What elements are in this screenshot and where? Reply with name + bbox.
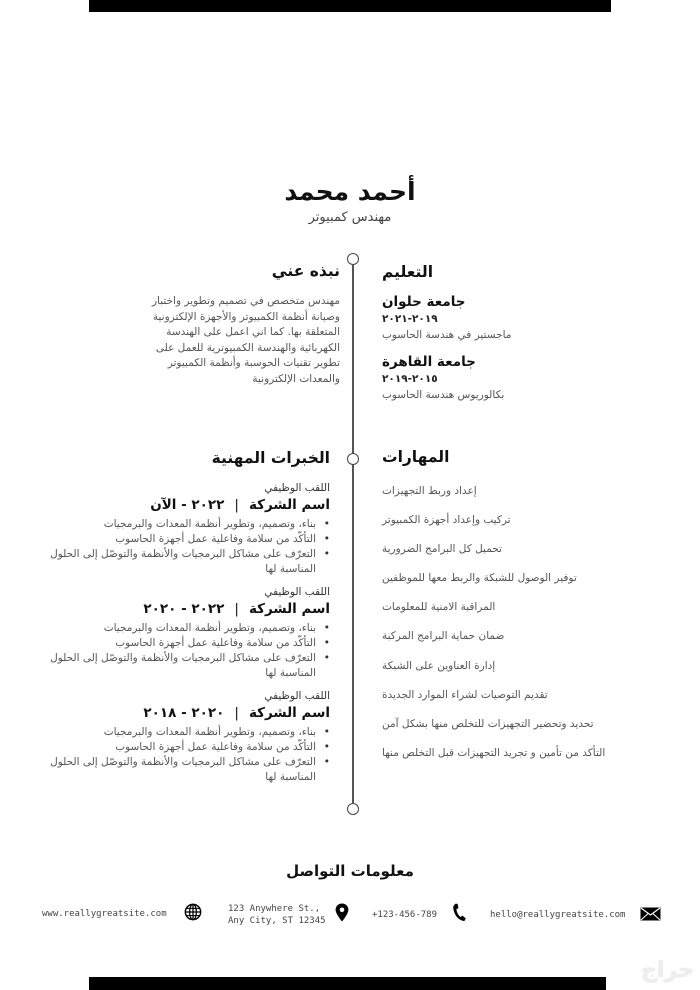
job-period: ٢٠٢٢ - الآن (150, 497, 225, 513)
company-name: اسم الشركة (248, 705, 330, 721)
envelope-icon (640, 907, 661, 921)
skill-item: المراقبة الامنية للمعلومات (382, 601, 496, 614)
job-entry (40, 481, 330, 577)
degree: بكالوريوس هندسة الحاسوب (382, 389, 505, 401)
bottom-decorative-bar (89, 977, 606, 990)
job-bullet: • بناء، وتصميم، وتطوير أنظمة المعدات والبرمجيات (40, 621, 330, 636)
contact-row (0, 900, 700, 930)
top-decorative-bar (89, 0, 611, 12)
timeline-line (352, 265, 354, 803)
address-line-2: Any City, ST 12345 (228, 916, 326, 926)
company-line (40, 600, 330, 619)
skill-item: تركيب وإعداد أجهزة الكمبيوتر (382, 514, 511, 527)
job-entry (40, 689, 330, 785)
education-item (382, 292, 622, 344)
job-entry (40, 585, 330, 681)
job-role: اللقب الوظيفي (264, 586, 330, 598)
resume-header (200, 176, 500, 225)
job-bullet: • التعرّف على مشاكل البرمجيات والأنظمة والتوصّل إلى الحلول المناسبة لها (40, 547, 330, 577)
skill-item: ضمان حماية البرامج المركبة (382, 630, 505, 643)
phone-icon (452, 903, 467, 922)
job-period: ٢٠٢٠ - ٢٠١٨ (143, 705, 225, 721)
map-pin-icon (335, 903, 349, 922)
email-link[interactable]: hello@reallygreatsite.com (490, 910, 626, 920)
about-section (140, 262, 340, 388)
job-bullet: • بناء، وتصميم، وتطوير أنظمة المعدات والبرمجيات (40, 517, 330, 532)
watermark: حراج (641, 958, 694, 983)
company-name: اسم الشركة (248, 497, 330, 513)
company-name: اسم الشركة (248, 601, 330, 617)
address-line-1: 123 Anywhere St., (228, 904, 321, 914)
university-name: جامعة حلوان (382, 294, 466, 310)
skill-item: تحميل كل البرامج الضرورية (382, 543, 502, 556)
skill-item: إدارة العناوين على الشبكة (382, 659, 496, 672)
skill-item: إعداد وربط التجهيزات (382, 485, 477, 497)
separator: | (234, 601, 239, 617)
skill-item: التأكد من تأمين و تجريد التجهيزات قبل التخلص منها (382, 746, 606, 759)
job-period: ٢٠٢٢ - ٢٠٢٠ (143, 601, 225, 617)
phone-number[interactable]: +123-456-789 (372, 910, 438, 920)
job-title: مهندس كمبيوتر (308, 210, 392, 225)
timeline-node-top (347, 253, 359, 265)
skill-item: توفير الوصول للشبكة والربط معها للموظفين (382, 572, 577, 585)
education-title: التعليم (382, 263, 434, 281)
about-text: مهندس متخصص في تصميم وتطوير واختبار وصيانة أنظمة الكمبيوتر والأجهزة الإلكترونية المتعلقة بها. كما اني اعمل على الهندسة الكهربائية والهندسة الكمبيوترية للعمل على تطوير تقنيات الحوسبة وأنظمة الكمبيوتر والمعدات الإلكترونية (151, 295, 340, 385)
person-name: أحمد محمد (284, 177, 416, 206)
experience-section (40, 449, 330, 793)
job-bullet: • التعرّف على مشاكل البرمجيات والأنظمة والتوصّل إلى الحلول المناسبة لها (40, 651, 330, 681)
timeline-node-middle (347, 453, 359, 465)
separator: | (234, 497, 239, 513)
skill-item: تحديد وتحضير التجهيزات للتخلص منها بشكل آمن (382, 717, 594, 730)
job-bullet: • بناء، وتصميم، وتطوير أنظمة المعدات والبرمجيات (40, 725, 330, 740)
university-name: جامعة القاهرة (382, 354, 476, 370)
website-link[interactable]: www.reallygreatsite.com (42, 909, 167, 919)
education-years: ٢٠١٥-٢٠١٩ (382, 373, 438, 385)
job-bullet: • التعرّف على مشاكل البرمجيات والأنظمة والتوصّل إلى الحلول المناسبة لها (40, 755, 330, 785)
job-role: اللقب الوظيفي (264, 482, 330, 494)
separator: | (234, 705, 239, 721)
education-item (382, 352, 622, 404)
job-bullets (40, 725, 330, 785)
skills-list (382, 484, 652, 775)
job-bullet: • التأكّد من سلامة وفاعلية عمل أجهزة الحاسوب (40, 740, 330, 755)
job-bullet: • التأكّد من سلامة وفاعلية عمل أجهزة الحاسوب (40, 636, 330, 651)
job-bullets (40, 517, 330, 577)
about-title: نبذه عني (271, 262, 340, 280)
job-role: اللقب الوظيفي (264, 690, 330, 702)
job-bullets (40, 621, 330, 681)
education-years: ٢٠١٩-٢٠٢١ (382, 313, 438, 325)
experience-title: الخبرات المهنية (211, 449, 330, 467)
company-line (40, 496, 330, 515)
company-line (40, 704, 330, 723)
globe-icon (184, 903, 202, 921)
contact-title: معلومات التواصل (286, 862, 414, 880)
degree: ماجستير في هندسة الحاسوب (382, 329, 512, 341)
skills-title: المهارات (382, 448, 450, 466)
job-bullet: • التأكّد من سلامة وفاعلية عمل أجهزة الحاسوب (40, 532, 330, 547)
skill-item: تقديم التوصيات لشراء الموارد الجديدة (382, 688, 548, 701)
skills-section (382, 448, 652, 775)
education-section (382, 262, 622, 412)
timeline-node-bottom (347, 803, 359, 815)
